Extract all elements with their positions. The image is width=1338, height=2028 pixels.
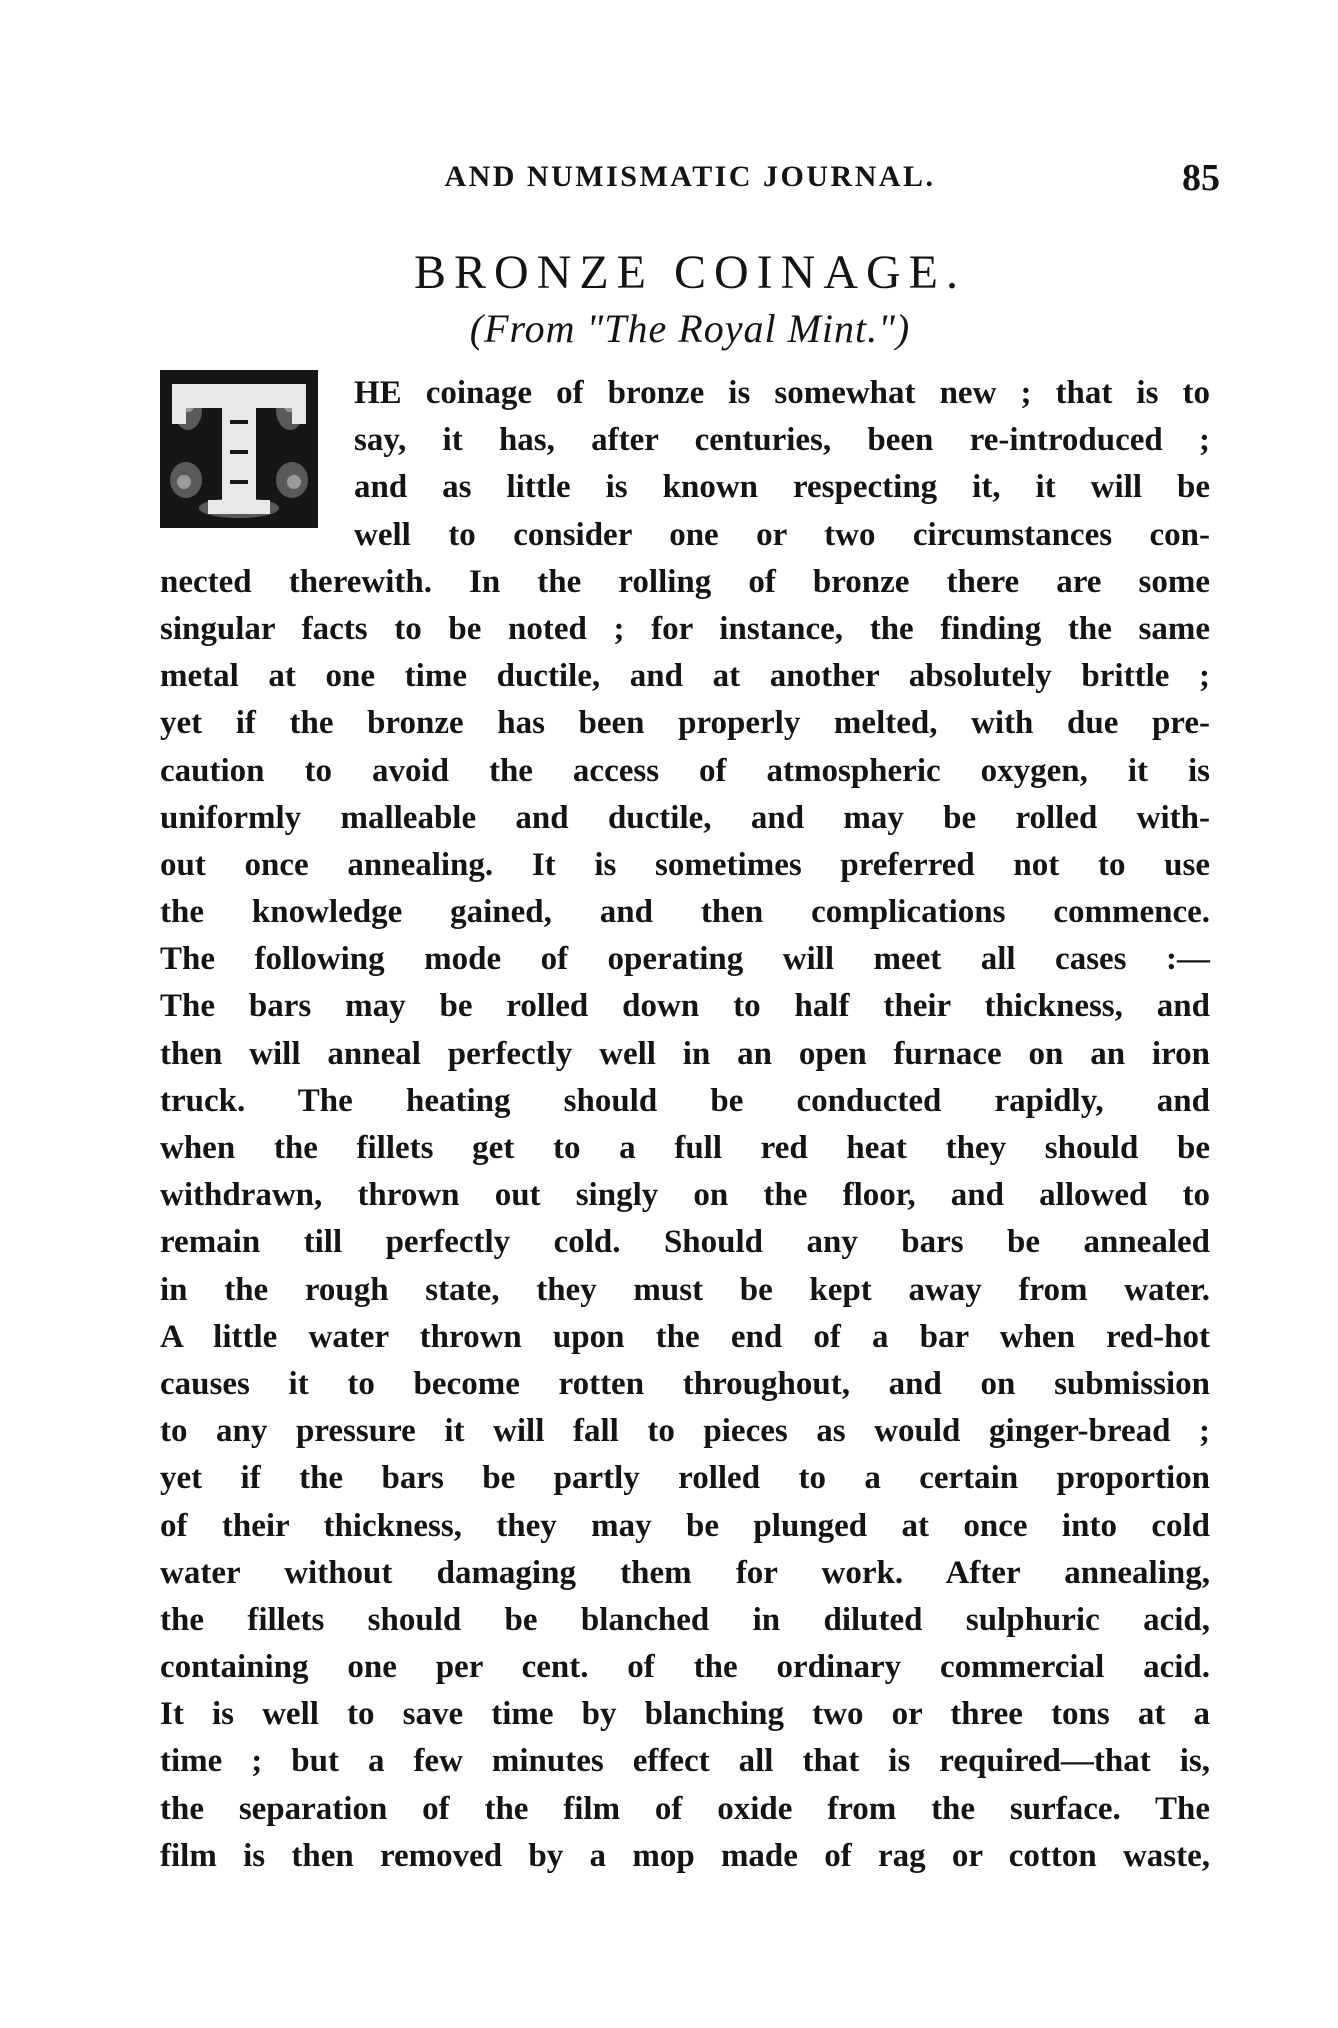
text-line: water without damaging them for work. After annealing, — [160, 1554, 1210, 1591]
text-line: yet if the bronze has been properly melted, with due pre- — [160, 705, 1210, 742]
text-line: the separation of the film of oxide from the surface. The — [160, 1790, 1210, 1827]
text-line: say, it has, after centuries, been re-introduced ; — [354, 422, 1210, 459]
text-line: of their thickness, they may be plunged at once into cold — [160, 1507, 1210, 1544]
text-line: causes it to become rotten throughout, and on submission — [160, 1365, 1210, 1402]
text-line: out once annealing. It is sometimes preferred not to use — [160, 846, 1210, 883]
text-line: then will anneal perfectly well in an open furnace on an iron — [160, 1035, 1210, 1072]
text-line: metal at one time ductile, and at another absolutely brittle ; — [160, 658, 1210, 695]
article-body — [160, 370, 1210, 1880]
text-line: containing one per cent. of the ordinary commercial acid. — [160, 1649, 1210, 1686]
running-title: AND NUMISMATIC JOURNAL. — [444, 160, 936, 193]
article-title: BRONZE COINAGE. — [414, 246, 966, 299]
text-line: nected therewith. In the rolling of bronze there are some — [160, 563, 1210, 600]
text-line: singular facts to be noted ; for instance, the finding the same — [160, 610, 1210, 647]
text-line: and as little is known respecting it, it will be — [354, 469, 1210, 506]
text-line: film is then removed by a mop made of rag or cotton waste, — [160, 1837, 1210, 1874]
page-number: 85 — [1182, 157, 1220, 199]
text-line: truck. The heating should be conducted rapidly, and — [160, 1082, 1210, 1119]
text-line: The bars may be rolled down to half their thickness, and — [160, 988, 1210, 1025]
article-subtitle: (From "The Royal Mint.") — [469, 306, 911, 351]
text-line: remain till perfectly cold. Should any bars be annealed — [160, 1224, 1210, 1261]
text-line: well to consider one or two circumstances con- — [354, 516, 1210, 553]
text-line: the knowledge gained, and then complications commence. — [160, 894, 1210, 931]
text-line: to any pressure it will fall to pieces as would ginger-bread ; — [160, 1413, 1210, 1450]
text-line: the fillets should be blanched in diluted sulphuric acid, — [160, 1601, 1210, 1638]
text-line: in the rough state, they must be kept away from water. — [160, 1271, 1210, 1308]
text-line: It is well to save time by blanching two or three tons at a — [160, 1696, 1210, 1733]
text-line: withdrawn, thrown out singly on the floor, and allowed to — [160, 1177, 1210, 1214]
text-line: uniformly malleable and ductile, and may be rolled with- — [160, 799, 1210, 836]
text-line: A little water thrown upon the end of a bar when red-hot — [160, 1318, 1210, 1355]
text-line: HE coinage of bronze is somewhat new ; that is to — [354, 375, 1210, 411]
text-line: The following mode of operating will meet all cases :— — [160, 941, 1210, 978]
running-head — [160, 157, 1220, 210]
text-line: when the fillets get to a full red heat they should be — [160, 1130, 1210, 1166]
text-line: caution to avoid the access of atmospheric oxygen, it is — [160, 752, 1210, 789]
text-line: time ; but a few minutes effect all that is required—that is, — [160, 1743, 1210, 1780]
text-line: yet if the bars be partly rolled to a certain proportion — [160, 1460, 1210, 1497]
